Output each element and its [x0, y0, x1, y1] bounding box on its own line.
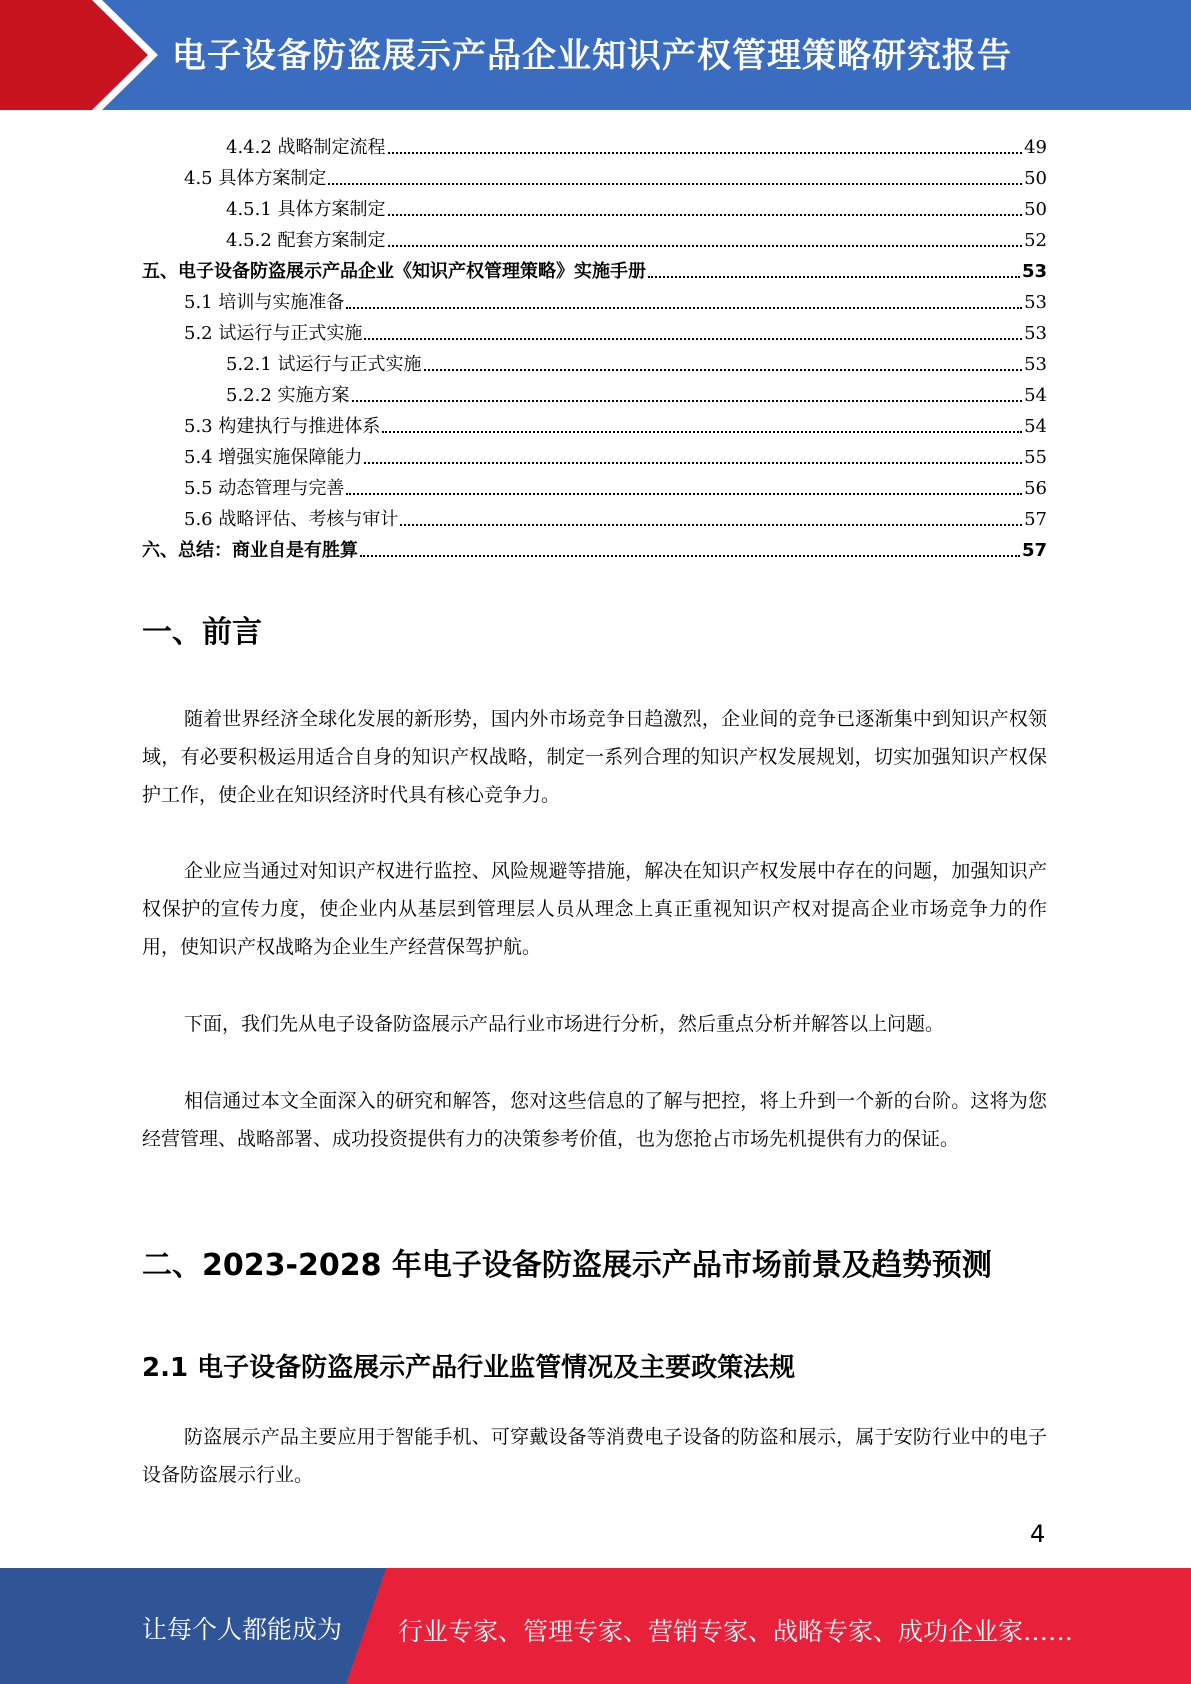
subsection-heading: 2.1 电子设备防盗展示产品行业监管情况及主要政策法规	[142, 1353, 796, 1383]
toc-entry[interactable]	[142, 128, 1047, 159]
toc-page: 53	[1024, 292, 1047, 313]
toc-label: 4.4.2 战略制定流程	[226, 137, 386, 158]
toc-page: 54	[1024, 385, 1047, 406]
toc-leader-dots	[400, 523, 1022, 526]
toc-leader-dots	[382, 430, 1022, 433]
toc-label: 4.5.1 具体方案制定	[226, 199, 386, 220]
header-red-arrow-shape	[0, 0, 160, 110]
toc-page: 57	[1021, 540, 1047, 561]
toc-label: 5.4 增强实施保障能力	[184, 447, 363, 468]
toc-page: 55	[1024, 447, 1047, 468]
toc-leader-dots	[648, 275, 1020, 278]
toc-entry[interactable]	[142, 376, 1047, 407]
toc-entry[interactable]	[142, 314, 1047, 345]
toc-label: 5.2 试运行与正式实施	[184, 323, 363, 344]
toc-page: 50	[1024, 168, 1047, 189]
footer-slogan-left: 让每个人都能成为	[142, 1615, 343, 1644]
section-heading-preface: 一、前言	[142, 615, 262, 650]
toc-leader-dots	[388, 213, 1023, 216]
page-header	[0, 0, 1191, 110]
toc-entry[interactable]	[142, 283, 1047, 314]
toc-label: 5.5 动态管理与完善	[184, 478, 345, 499]
toc-entry[interactable]	[142, 500, 1047, 531]
body-paragraph: 随着世界经济全球化发展的新形势，国内外市场竞争日趋激烈，企业间的竞争已逐渐集中到知识产权领域，有必要积极运用适合自身的知识产权战略，制定一系列合理的知识产权发展规划，切实加强知识产权保护工作，使企业在知识经济时代具有核心竞争力。	[142, 708, 1047, 806]
toc-label: 六、总结：商业自是有胜算	[142, 540, 358, 561]
toc-leader-dots	[388, 151, 1023, 154]
toc-page: 57	[1024, 509, 1047, 530]
toc-label: 5.2.2 实施方案	[226, 385, 350, 406]
toc-entry[interactable]	[142, 531, 1047, 562]
toc-page: 52	[1024, 230, 1047, 251]
toc-label: 5.2.1 试运行与正式实施	[226, 354, 422, 375]
toc-leader-dots	[364, 461, 1022, 464]
toc-entry[interactable]	[142, 159, 1047, 190]
toc-page: 49	[1024, 137, 1047, 158]
toc-leader-dots	[424, 368, 1023, 371]
toc-entry[interactable]	[142, 438, 1047, 469]
toc-entry[interactable]	[142, 252, 1047, 283]
body-paragraph: 下面，我们先从电子设备防盗展示产品行业市场进行分析，然后重点分析并解答以上问题。	[184, 1013, 945, 1035]
toc-label: 五、电子设备防盗展示产品企业《知识产权管理策略》实施手册	[142, 261, 646, 282]
body-paragraph: 企业应当通过对知识产权进行监控、风险规避等措施，解决在知识产权发展中存在的问题，加强知识产权保护的宣传力度，使企业内从基层到管理层人员从理念上真正重视知识产权对提高企业市场竞争力的作用，使知识产权战略为企业生产经营保驾护航。	[142, 860, 1047, 958]
toc-label: 4.5 具体方案制定	[184, 168, 327, 189]
toc-label: 4.5.2 配套方案制定	[226, 230, 386, 251]
toc-label: 5.6 战略评估、考核与审计	[184, 509, 399, 530]
footer-slogan-right: 行业专家、管理专家、营销专家、战略专家、成功企业家……	[398, 1617, 1074, 1646]
toc-leader-dots	[328, 182, 1022, 185]
toc-entry[interactable]	[142, 345, 1047, 376]
page-footer	[0, 1568, 1191, 1684]
section-heading-market-outlook: 二、2023-2028 年电子设备防盗展示产品市场前景及趋势预测	[142, 1248, 992, 1283]
toc-page: 53	[1021, 261, 1047, 282]
toc-leader-dots	[346, 492, 1022, 495]
body-paragraph: 相信通过本文全面深入的研究和解答，您对这些信息的了解与把控，将上升到一个新的台阶。这将为您经营管理、战略部署、成功投资提供有力的决策参考价值，也为您抢占市场先机提供有力的保证。	[142, 1090, 1047, 1150]
toc-entry[interactable]	[142, 407, 1047, 438]
toc-leader-dots	[346, 306, 1022, 309]
toc-page: 54	[1024, 416, 1047, 437]
page-number: 4	[1030, 1520, 1046, 1548]
toc-page: 53	[1024, 323, 1047, 344]
toc-leader-dots	[352, 399, 1023, 402]
header-title: 电子设备防盗展示产品企业知识产权管理策略研究报告	[172, 36, 1012, 76]
toc-label: 5.1 培训与实施准备	[184, 292, 345, 313]
toc-page: 56	[1024, 478, 1047, 499]
body-paragraph: 防盗展示产品主要应用于智能手机、可穿戴设备等消费电子设备的防盗和展示，属于安防行业中的电子设备防盗展示行业。	[142, 1426, 1047, 1486]
toc-page: 50	[1024, 199, 1047, 220]
toc-label: 5.3 构建执行与推进体系	[184, 416, 381, 437]
toc-leader-dots	[388, 244, 1023, 247]
toc-entry[interactable]	[142, 190, 1047, 221]
toc-entry[interactable]	[142, 469, 1047, 500]
toc-leader-dots	[364, 337, 1022, 340]
toc-entry[interactable]	[142, 221, 1047, 252]
table-of-contents	[142, 128, 1047, 562]
toc-leader-dots	[360, 554, 1020, 557]
toc-page: 53	[1024, 354, 1047, 375]
